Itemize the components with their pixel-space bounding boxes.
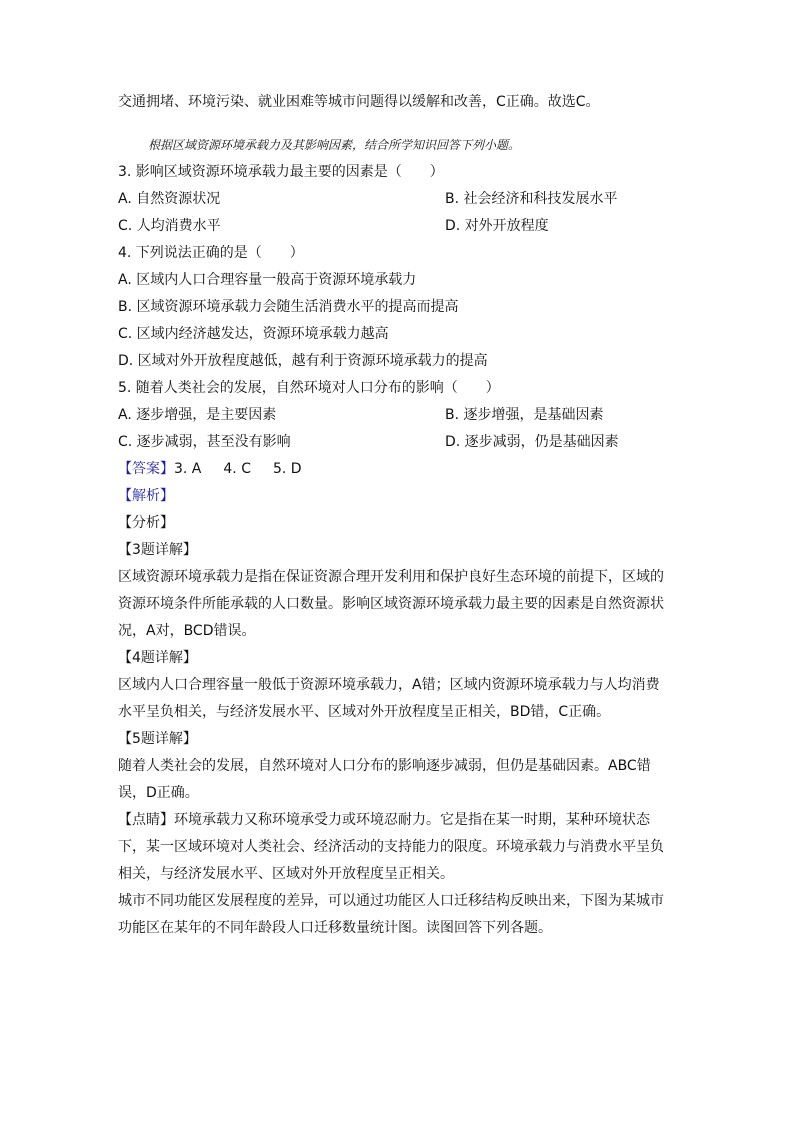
question-3-stem: 3. 影响区域资源环境承载力最主要的因素是（ ） <box>118 164 444 180</box>
dianjing-text: 环境承载力又称环境承受力或环境忍耐力。它是指在某一时期，某种环境状态 <box>174 812 650 828</box>
detail-4-label: 【4题详解】 <box>118 650 197 666</box>
answer-item: 5. D <box>272 461 302 477</box>
top-text: 交通拥堵、环境污染、就业困难等城市问题得以缓解和改善，C正确。故选C。 <box>118 94 600 110</box>
detail-3-line: 区域资源环境承载力是指在保证资源合理开发利用和保护良好生态环境的前提下，区域的 <box>118 569 664 585</box>
closing-line: 城市不同功能区发展程度的差异，可以通过功能区人口迁移结构反映出来，下图为某城市 <box>118 893 664 909</box>
closing-line: 功能区在某年的不同年龄段人口迁移数量统计图。读图回答下列各题。 <box>118 920 552 936</box>
q4-option-b: B. 区域资源环境承载力会随生活消费水平的提高而提高 <box>118 299 459 315</box>
detail-5-line: 随着人类社会的发展，自然环境对人口分布的影响逐步减弱，但仍是基础因素。ABC错 <box>118 758 651 774</box>
detail-3-label: 【3题详解】 <box>118 542 197 558</box>
q3-option-a: A. 自然资源状况 <box>118 191 221 207</box>
q5-option-d: D. 逐步减弱，仍是基础因素 <box>445 434 619 450</box>
q4-option-c: C. 区域内经济越发达，资源环境承载力越高 <box>118 326 389 342</box>
question-3-options-row-2 <box>118 213 678 240</box>
question-5-stem: 5. 随着人类社会的发展，自然环境对人口分布的影响（ ） <box>118 380 500 396</box>
question-3-options-row-1 <box>118 186 678 213</box>
question-5-options-row-2 <box>118 429 678 456</box>
fenxi-label: 【分析】 <box>118 515 174 531</box>
q4-option-a: A. 区域内人口合理容量一般高于资源环境承载力 <box>118 272 417 288</box>
document-content <box>118 89 678 942</box>
detail-3-line: 资源环境条件所能承载的人口数量。影响区域资源环境承载力最主要的因素是自然资源状 <box>118 596 664 612</box>
answer-item: 3. A <box>174 461 202 477</box>
dianjing-first-line <box>118 807 678 834</box>
detail-4-line: 水平呈负相关，与经济发展水平、区域对外开放程度呈正相关，BD错，C正确。 <box>118 704 611 720</box>
dianjing-label: 【点睛】 <box>118 812 174 828</box>
question-group-intro: 根据区域资源环境承载力及其影响因素，结合所学知识回答下列小题。 <box>148 138 521 152</box>
jiexi-label: 【解析】 <box>118 488 174 504</box>
detail-5-line: 误，D正确。 <box>118 785 199 801</box>
q4-option-d: D. 区域对外开放程度越低，越有利于资源环境承载力的提高 <box>118 353 488 369</box>
dianjing-line: 下，某一区域环境对人类社会、经济活动的支持能力的限度。环境承载力与消费水平呈负 <box>118 839 664 855</box>
detail-5-label: 【5题详解】 <box>118 731 197 747</box>
q3-option-b: B. 社会经济和科技发展水平 <box>445 191 618 207</box>
answer-label: 【答案】 <box>118 461 174 477</box>
q5-option-c: C. 逐步减弱，甚至没有影响 <box>118 434 291 450</box>
answer-line <box>118 456 678 483</box>
q5-option-a: A. 逐步增强，是主要因素 <box>118 407 277 423</box>
dianjing-line: 相关，与经济发展水平、区域对外开放程度呈正相关。 <box>118 866 454 882</box>
detail-4-line: 区域内人口合理容量一般低于资源环境承载力，A错；区域内资源环境承载力与人均消费 <box>118 677 660 693</box>
detail-3-line: 况，A对，BCD错误。 <box>118 623 256 639</box>
q5-option-b: B. 逐步增强，是基础因素 <box>445 407 604 423</box>
question-5-options-row-1 <box>118 402 678 429</box>
q3-option-d: D. 对外开放程度 <box>445 218 549 234</box>
answer-item: 4. C <box>223 461 251 477</box>
question-4-stem: 4. 下列说法正确的是（ ） <box>118 245 304 261</box>
q3-option-c: C. 人均消费水平 <box>118 218 221 234</box>
